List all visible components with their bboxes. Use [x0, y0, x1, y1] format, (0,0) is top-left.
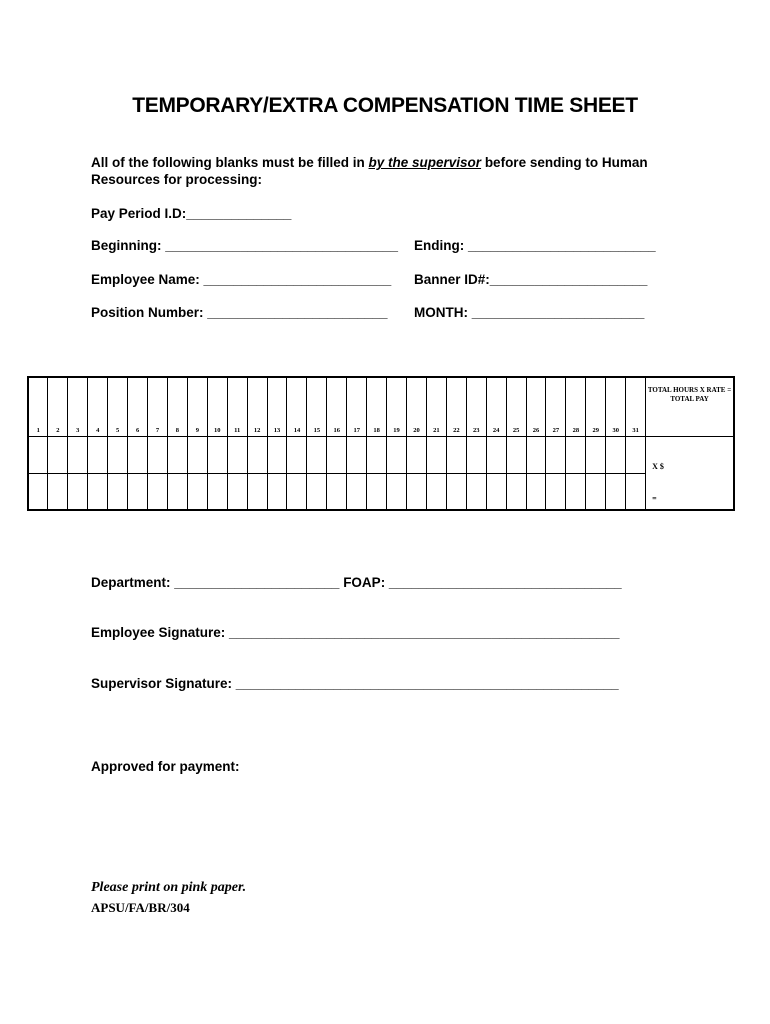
day-number-cell: 8: [167, 377, 187, 436]
hours-entry-cell[interactable]: [88, 473, 108, 510]
hours-entry-cell[interactable]: [526, 473, 546, 510]
employee-name-field[interactable]: Employee Name: _________________________: [91, 272, 392, 287]
month-field[interactable]: MONTH: _______________________: [414, 305, 645, 320]
instructions-emphasis: by the supervisor: [368, 155, 482, 170]
hours-entry-cell[interactable]: [426, 436, 446, 473]
hours-entry-cell[interactable]: [626, 436, 646, 473]
hours-entry-cell[interactable]: [108, 436, 128, 473]
hours-entry-cell[interactable]: [506, 436, 526, 473]
hours-entry-cell[interactable]: [327, 473, 347, 510]
hours-entry-cell[interactable]: [247, 473, 267, 510]
day-number-cell: 30: [606, 377, 626, 436]
total-pay-entry-cell[interactable]: =: [646, 473, 734, 510]
hours-entry-cell[interactable]: [207, 473, 227, 510]
supervisor-signature-field[interactable]: Supervisor Signature: ___________________________________________________: [91, 676, 619, 691]
hours-entry-cell[interactable]: [307, 473, 327, 510]
instructions-text-start: All of the following blanks must be filled in: [91, 155, 369, 170]
hours-entry-cell[interactable]: [466, 436, 486, 473]
hours-entry-cell[interactable]: [227, 436, 247, 473]
day-number-cell: 5: [108, 377, 128, 436]
hours-entry-cell[interactable]: [267, 436, 287, 473]
department-foap-field[interactable]: Department: ______________________ FOAP: _______________________________: [91, 575, 622, 590]
hours-entry-cell[interactable]: [446, 473, 466, 510]
day-number-cell: 10: [207, 377, 227, 436]
hours-entry-cell[interactable]: [68, 436, 88, 473]
day-number-cell: 11: [227, 377, 247, 436]
approved-for-payment-label: Approved for payment:: [91, 759, 240, 774]
hours-row: [28, 436, 734, 473]
hours-entry-cell[interactable]: [347, 436, 367, 473]
day-number-cell: 7: [148, 377, 168, 436]
hours-entry-cell[interactable]: [48, 473, 68, 510]
day-number-cell: 25: [506, 377, 526, 436]
day-number-cell: 20: [407, 377, 427, 436]
hours-entry-cell[interactable]: [187, 473, 207, 510]
hours-entry-cell[interactable]: [466, 473, 486, 510]
hours-entry-cell[interactable]: [387, 473, 407, 510]
day-number-cell: 17: [347, 377, 367, 436]
day-number-cell: 3: [68, 377, 88, 436]
hours-entry-cell[interactable]: [486, 436, 506, 473]
day-number-cell: 27: [546, 377, 566, 436]
beginning-field[interactable]: Beginning: _______________________________: [91, 238, 398, 253]
hours-entry-cell[interactable]: [148, 473, 168, 510]
hours-entry-cell[interactable]: [108, 473, 128, 510]
total-pay-header: TOTAL HOURS X RATE = TOTAL PAY: [646, 377, 734, 436]
instructions-text-end: before sending to Human Resources for processing:: [91, 155, 648, 187]
hours-entry-cell[interactable]: [247, 436, 267, 473]
day-number-cell: 29: [586, 377, 606, 436]
day-number-cell: 9: [187, 377, 207, 436]
day-number-cell: 23: [466, 377, 486, 436]
rate-entry-cell[interactable]: X $: [646, 436, 734, 473]
hours-entry-cell[interactable]: [307, 436, 327, 473]
hours-entry-cell[interactable]: [407, 473, 427, 510]
hours-entry-cell[interactable]: [426, 473, 446, 510]
hours-entry-cell[interactable]: [68, 473, 88, 510]
hours-entry-cell[interactable]: [28, 436, 48, 473]
day-number-cell: 26: [526, 377, 546, 436]
hours-entry-cell[interactable]: [606, 473, 626, 510]
day-number-cell: 28: [566, 377, 586, 436]
hours-entry-cell[interactable]: [267, 473, 287, 510]
hours-entry-cell[interactable]: [566, 436, 586, 473]
hours-entry-cell[interactable]: [506, 473, 526, 510]
day-number-cell: 4: [88, 377, 108, 436]
hours-entry-cell[interactable]: [347, 473, 367, 510]
hours-entry-cell[interactable]: [167, 436, 187, 473]
hours-entry-cell[interactable]: [586, 473, 606, 510]
day-number-cell: 31: [626, 377, 646, 436]
ending-field[interactable]: Ending: _________________________: [414, 238, 656, 253]
position-number-field[interactable]: Position Number: ________________________: [91, 305, 388, 320]
day-number-cell: 1: [28, 377, 48, 436]
day-number-cell: 22: [446, 377, 466, 436]
day-number-cell: 6: [128, 377, 148, 436]
print-note: Please print on pink paper.: [91, 880, 247, 895]
instructions: [91, 154, 691, 188]
day-number-cell: 24: [486, 377, 506, 436]
hours-entry-cell[interactable]: [148, 436, 168, 473]
form-code: APSU/FA/BR/304: [91, 900, 190, 915]
hours-entry-cell[interactable]: [227, 473, 247, 510]
hours-entry-cell[interactable]: [48, 436, 68, 473]
hours-entry-cell[interactable]: [128, 436, 148, 473]
hours-entry-cell[interactable]: [367, 436, 387, 473]
employee-signature-field[interactable]: Employee Signature: ____________________________________________________: [91, 625, 620, 640]
hours-entry-cell[interactable]: [207, 436, 227, 473]
hours-entry-cell[interactable]: [187, 436, 207, 473]
hours-entry-cell[interactable]: [526, 436, 546, 473]
hours-entry-cell[interactable]: [586, 436, 606, 473]
hours-entry-cell[interactable]: [566, 473, 586, 510]
day-number-cell: 21: [426, 377, 446, 436]
day-number-cell: 12: [247, 377, 267, 436]
banner-id-field[interactable]: Banner ID#:_____________________: [414, 272, 648, 287]
hours-entry-cell[interactable]: [606, 436, 626, 473]
page-title: TEMPORARY/EXTRA COMPENSATION TIME SHEET: [132, 94, 638, 117]
hours-entry-cell[interactable]: [407, 436, 427, 473]
day-number-cell: 19: [387, 377, 407, 436]
day-number-cell: 15: [307, 377, 327, 436]
hours-entry-cell[interactable]: [28, 473, 48, 510]
hours-entry-cell[interactable]: [167, 473, 187, 510]
day-number-cell: 2: [48, 377, 68, 436]
day-number-cell: 18: [367, 377, 387, 436]
hours-entry-cell[interactable]: [446, 436, 466, 473]
day-header-row: [28, 377, 734, 436]
hours-entry-cell[interactable]: [626, 473, 646, 510]
hours-entry-cell[interactable]: [88, 436, 108, 473]
day-number-cell: 13: [267, 377, 287, 436]
hours-entry-cell[interactable]: [387, 436, 407, 473]
hours-entry-cell[interactable]: [327, 436, 347, 473]
hours-entry-cell[interactable]: [546, 436, 566, 473]
hours-entry-cell[interactable]: [546, 473, 566, 510]
day-number-cell: 16: [327, 377, 347, 436]
hours-entry-cell[interactable]: [287, 436, 307, 473]
hours-row: [28, 473, 734, 510]
hours-entry-cell[interactable]: [367, 473, 387, 510]
hours-entry-cell[interactable]: [486, 473, 506, 510]
day-number-cell: 14: [287, 377, 307, 436]
hours-entry-cell[interactable]: [128, 473, 148, 510]
hours-entry-cell[interactable]: [287, 473, 307, 510]
timesheet-grid: [27, 376, 735, 511]
pay-period-field[interactable]: Pay Period I.D:______________: [91, 206, 292, 221]
